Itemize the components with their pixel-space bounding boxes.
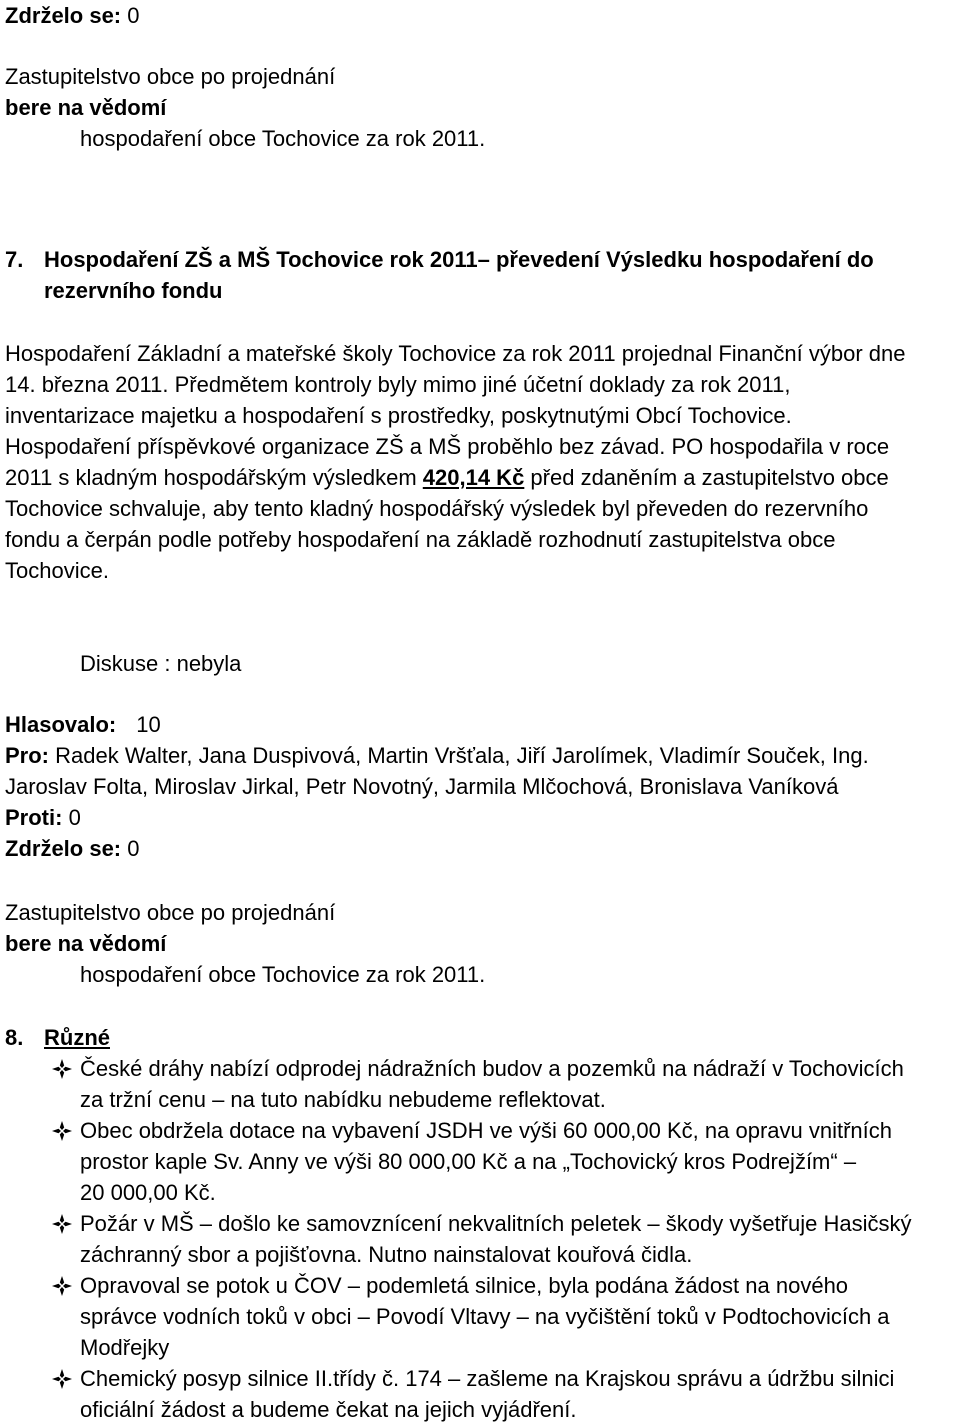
votes-for-line [5,740,869,771]
diamond-flower-bullet-icon [50,1057,74,1081]
list-item-line: České dráhy nabízí odprodej nádražních budov a pozemků na nádraží v Tochovicích [80,1056,904,1081]
list-item-line: Opravoval se potok u ČOV – podemletá silnice, byla podána žádost na nového [80,1273,849,1298]
paragraph-text: před zdaněním a zastupitelstvo obce [524,465,889,490]
diamond-flower-bullet-icon [50,1274,74,1298]
council-intro: Zastupitelstvo obce po projednání [5,64,336,89]
abstained-line [5,833,140,864]
section-8-title: Různé [44,1025,110,1050]
votes-for-names: Radek Walter, Jana Duspivová, Martin Vršťala, Jiří Jarolímek, Vladimír Souček, Ing. [49,743,869,768]
votes-for-names-continued: Jaroslav Folta, Miroslav Jirkal, Petr Novotný, Jarmila Mlčochová, Bronislava Vaníková [5,774,839,799]
diamond-flower-bullet-icon [50,1212,74,1236]
abstained-value: 0 [127,836,140,861]
votes-against-line [5,802,81,833]
list-item-line: Modřejky [80,1335,170,1360]
resolution-verb: bere na vědomí [5,931,167,956]
votes-for-label: Pro: [5,743,49,768]
abstained-line [5,0,140,31]
paragraph-line: Tochovice schvaluje, aby tento kladný hospodářský výsledek byl převeden do rezervního [5,496,869,521]
abstained-label: Zdrželo se: [5,3,122,28]
discussion-note: Diskuse : nebyla [80,651,242,676]
paragraph-line: Tochovice. [5,558,109,583]
list-item-line: správce vodních toků v obci – Povodí Vltavy – na vyčištění toků v Podtochovicích a [80,1304,890,1329]
paragraph-line [5,462,889,493]
paragraph-line: Hospodaření příspěvkové organizace ZŠ a MŠ proběhlo bez závad. PO hospodařila v roce [5,434,890,459]
abstained-value: 0 [127,3,140,28]
resolution-subject: hospodaření obce Tochovice za rok 2011. [80,962,486,987]
resolution-verb: bere na vědomí [5,95,167,120]
section-7-title-line-2: rezervního fondu [44,278,223,303]
votes-total-label: Hlasovalo: [5,712,117,737]
votes-total-value: 10 [136,712,161,737]
votes-against-label: Proti: [5,805,63,830]
section-7-number: 7. [5,247,24,272]
votes-total-line [5,709,161,740]
paragraph-line: Hospodaření Základní a mateřské školy Tochovice za rok 2011 projednal Finanční výbor dne [5,341,906,366]
list-item-line: Chemický posyp silnice II.třídy č. 174 – zašleme na Krajskou správu a údržbu silnici [80,1366,895,1391]
list-item-line: Požár v MŠ – došlo ke samovznícení nekvalitních peletek – škody vyšetřuje Hasičský [80,1211,912,1236]
diamond-flower-bullet-icon [50,1367,74,1391]
votes-against-value: 0 [68,805,81,830]
paragraph-line: inventarizace majetku a hospodaření s prostředky, poskytnutými Obcí Tochovice. [5,403,792,428]
list-item-line: záchranný sbor a pojišťovna. Nutno nainstalovat kouřová čidla. [80,1242,693,1267]
resolution-subject: hospodaření obce Tochovice za rok 2011. [80,126,486,151]
list-item-line: Obec obdržela dotace na vybavení JSDH ve výši 60 000,00 Kč, na opravu vnitřních [80,1118,893,1143]
paragraph-text: 2011 s kladným hospodářským výsledkem [5,465,423,490]
section-7-title-line-1: Hospodaření ZŠ a MŠ Tochovice rok 2011– převedení Výsledku hospodaření do [44,247,874,272]
paragraph-line: fondu a čerpán podle potřeby hospodaření na základě rozhodnutí zastupitelstva obce [5,527,836,552]
diamond-flower-bullet-icon [50,1119,74,1143]
list-item-line: 20 000,00 Kč. [80,1180,216,1205]
list-item-line: oficiální žádost a budeme čekat na jejich vyjádření. [80,1397,577,1422]
list-item-line: za tržní cenu – na tuto nabídku nebudeme reflektovat. [80,1087,606,1112]
abstained-label: Zdrželo se: [5,836,122,861]
paragraph-line: 14. března 2011. Předmětem kontroly byly mimo jiné účetní doklady za rok 2011, [5,372,791,397]
council-intro: Zastupitelstvo obce po projednání [5,900,336,925]
section-8-number: 8. [5,1025,24,1050]
list-item-line: prostor kaple Sv. Anny ve výši 80 000,00 Kč a na „Tochovický kros Podrejžím“ – [80,1149,857,1174]
result-amount: 420,14 Kč [422,465,525,490]
